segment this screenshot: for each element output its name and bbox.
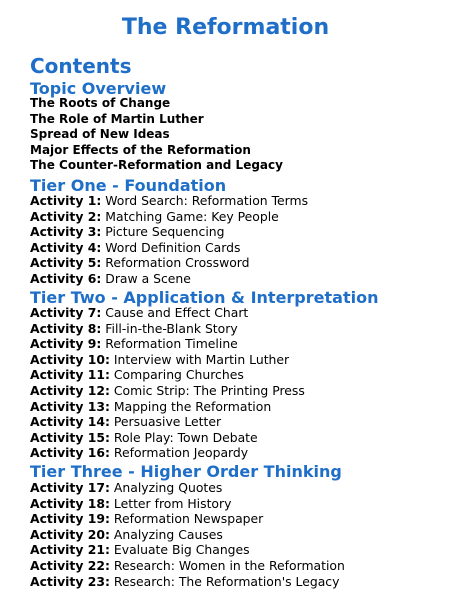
tier-two-activity-list xyxy=(30,305,305,461)
activity-title: Matching Game: Key People xyxy=(105,208,279,224)
list-item: The Roots of Change xyxy=(30,96,171,110)
activity-title: Interview with Martin Luther xyxy=(113,351,290,367)
activity-label: Activity 2: xyxy=(30,208,102,224)
activity-label: Activity 3: xyxy=(30,224,102,240)
list-item xyxy=(30,445,305,461)
activity-label: Activity 17: xyxy=(30,480,110,495)
list-item xyxy=(30,527,345,543)
activity-label: Activity 10: xyxy=(30,351,110,367)
activity-title: Draw a Scene xyxy=(105,270,191,286)
activity-title: Research: Women in the Reformation xyxy=(113,557,345,573)
list-item: Spread of New Ideas xyxy=(30,127,170,142)
list-item xyxy=(30,209,308,225)
activity-label: Activity 8: xyxy=(30,320,102,336)
section-heading-topic-overview: Topic Overview xyxy=(30,79,167,98)
list-item xyxy=(30,558,345,574)
activity-label: Activity 7: xyxy=(30,305,102,320)
activity-label: Activity 22: xyxy=(30,557,110,573)
list-item xyxy=(30,496,345,512)
activity-title: Persuasive Letter xyxy=(113,414,222,430)
list-item xyxy=(30,255,308,271)
activity-label: Activity 1: xyxy=(30,193,102,208)
activity-label: Activity 4: xyxy=(30,239,102,255)
activity-label: Activity 9: xyxy=(30,336,102,352)
activity-label: Activity 23: xyxy=(30,573,110,589)
list-item xyxy=(30,399,305,415)
list-item xyxy=(30,367,305,383)
activity-title: Comparing Churches xyxy=(113,367,244,383)
activity-title: Letter from History xyxy=(113,495,232,511)
activity-title: Analyzing Causes xyxy=(113,526,223,542)
activity-label: Activity 18: xyxy=(30,495,110,511)
contents-heading: Contents xyxy=(30,54,132,78)
list-item: The Counter-Reformation and Legacy xyxy=(30,158,283,173)
list-item: The Role of Martin Luther xyxy=(30,111,204,126)
activity-title: Evaluate Big Changes xyxy=(113,542,250,558)
activity-label: Activity 20: xyxy=(30,526,110,542)
list-item xyxy=(30,383,305,399)
activity-label: Activity 5: xyxy=(30,255,102,271)
tier-one-activity-list xyxy=(30,193,308,287)
activity-label: Activity 11: xyxy=(30,367,110,383)
tier-three-activity-list xyxy=(30,480,345,589)
section-heading-tier-one: Tier One - Foundation xyxy=(30,176,227,195)
activity-label: Activity 13: xyxy=(30,398,110,414)
activity-label: Activity 6: xyxy=(30,270,102,286)
list-item xyxy=(30,542,345,558)
activity-title: Reformation Timeline xyxy=(105,336,238,352)
activity-label: Activity 12: xyxy=(30,382,110,398)
activity-title: Cause and Effect Chart xyxy=(105,305,249,320)
activity-label: Activity 21: xyxy=(30,542,110,558)
topic-overview-list xyxy=(30,96,283,174)
activity-label: Activity 19: xyxy=(30,511,110,527)
activity-title: Mapping the Reformation xyxy=(113,398,272,414)
activity-title: Fill-in-the-Blank Story xyxy=(105,320,238,336)
list-item xyxy=(30,511,345,527)
activity-title: Research: The Reformation's Legacy xyxy=(113,573,340,589)
activity-label: Activity 16: xyxy=(30,445,110,461)
list-item xyxy=(30,193,308,209)
activity-title: Comic Strip: The Printing Press xyxy=(113,382,305,398)
list-item: Major Effects of the Reformation xyxy=(30,142,251,157)
list-item xyxy=(30,480,345,496)
activity-title: Reformation Newspaper xyxy=(113,511,264,527)
activity-title: Role Play: Town Debate xyxy=(113,429,258,445)
list-item xyxy=(30,574,345,590)
document-title: The Reformation xyxy=(121,15,330,40)
activity-title: Picture Sequencing xyxy=(105,224,225,240)
section-heading-tier-two: Tier Two - Application & Interpretation xyxy=(30,288,379,307)
list-item xyxy=(30,305,305,321)
list-item xyxy=(30,224,308,240)
list-item xyxy=(30,271,308,287)
activity-title: Word Definition Cards xyxy=(105,239,241,255)
activity-title: Reformation Crossword xyxy=(105,255,250,271)
activity-label: Activity 15: xyxy=(30,429,110,445)
section-heading-tier-three: Tier Three - Higher Order Thinking xyxy=(30,462,342,481)
list-item xyxy=(30,321,305,337)
activity-label: Activity 14: xyxy=(30,414,110,430)
list-item xyxy=(30,336,305,352)
activity-title: Word Search: Reformation Terms xyxy=(105,193,309,208)
activity-title: Reformation Jeopardy xyxy=(113,445,249,461)
list-item xyxy=(30,430,305,446)
activity-title: Analyzing Quotes xyxy=(113,480,223,495)
list-item xyxy=(30,414,305,430)
list-item xyxy=(30,240,308,256)
list-item xyxy=(30,352,305,368)
